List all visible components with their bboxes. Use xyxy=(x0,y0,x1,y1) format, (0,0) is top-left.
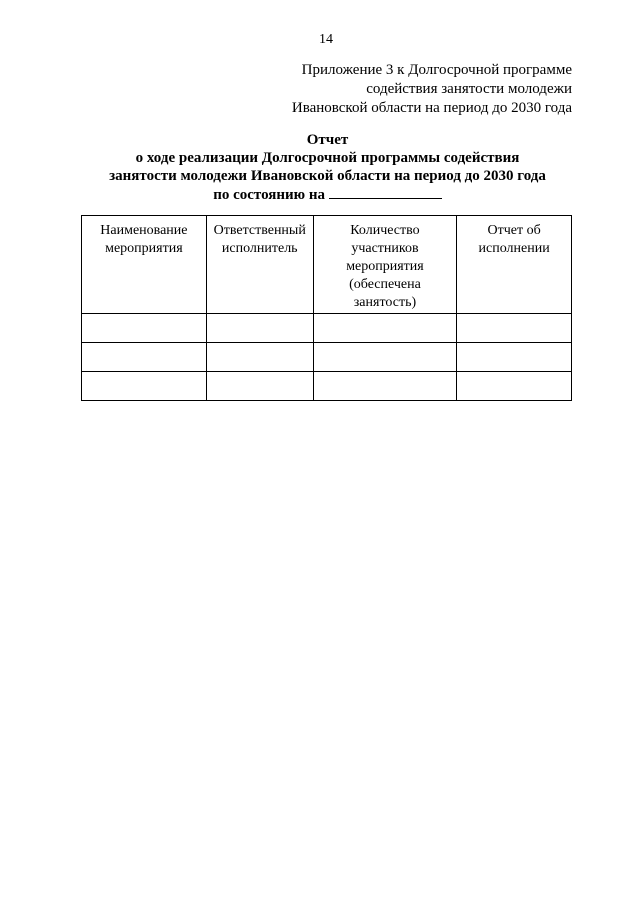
column-header-event-name xyxy=(82,216,207,314)
table-cell[interactable] xyxy=(313,372,457,401)
table-cell[interactable] xyxy=(82,314,207,343)
report-date-label: по состоянию на xyxy=(213,187,326,203)
appendix-line: содействия занятости молодежи xyxy=(366,81,572,97)
appendix-note xyxy=(292,61,572,118)
report-heading xyxy=(0,131,640,204)
header-line: мероприятия xyxy=(105,241,183,256)
column-header-execution-report xyxy=(457,216,572,314)
header-line: Ответственный xyxy=(213,223,306,238)
header-line: занятость) xyxy=(353,295,417,310)
table-header-row xyxy=(82,216,572,314)
table-cell[interactable] xyxy=(313,314,457,343)
table-row xyxy=(82,372,572,401)
header-line: исполнении xyxy=(478,241,550,256)
header-line: Наименование xyxy=(100,223,188,238)
appendix-line: Ивановской области на период до 2030 года xyxy=(291,100,572,116)
appendix-line: Приложение 3 к Долгосрочной программе xyxy=(301,62,572,78)
table-cell[interactable] xyxy=(457,343,572,372)
table-cell[interactable] xyxy=(206,372,313,401)
report-date-line xyxy=(0,185,640,204)
table-cell[interactable] xyxy=(82,372,207,401)
report-subtitle-line: о ходе реализации Долгосрочной программы содействия xyxy=(135,150,520,166)
table-cell[interactable] xyxy=(82,343,207,372)
header-line: Отчет об xyxy=(487,223,541,238)
table-cell[interactable] xyxy=(206,343,313,372)
table-cell[interactable] xyxy=(206,314,313,343)
header-line: Количество xyxy=(350,223,420,238)
table-cell[interactable] xyxy=(457,372,572,401)
header-line: участников xyxy=(351,241,419,256)
column-header-responsible xyxy=(206,216,313,314)
header-line: исполнитель xyxy=(221,241,298,256)
table-cell[interactable] xyxy=(313,343,457,372)
table-row xyxy=(82,343,572,372)
table-cell[interactable] xyxy=(457,314,572,343)
report-title: Отчет xyxy=(306,132,349,148)
column-header-participants-count xyxy=(313,216,457,314)
report-subtitle-line: занятости молодежи Ивановской области на период до 2030 года xyxy=(109,168,546,184)
header-line: мероприятия xyxy=(346,259,424,274)
date-blank-field[interactable] xyxy=(329,185,442,199)
header-line: (обеспечена xyxy=(349,277,421,292)
report-table xyxy=(81,215,572,401)
page-number: 14 xyxy=(319,32,333,47)
table-row xyxy=(82,314,572,343)
